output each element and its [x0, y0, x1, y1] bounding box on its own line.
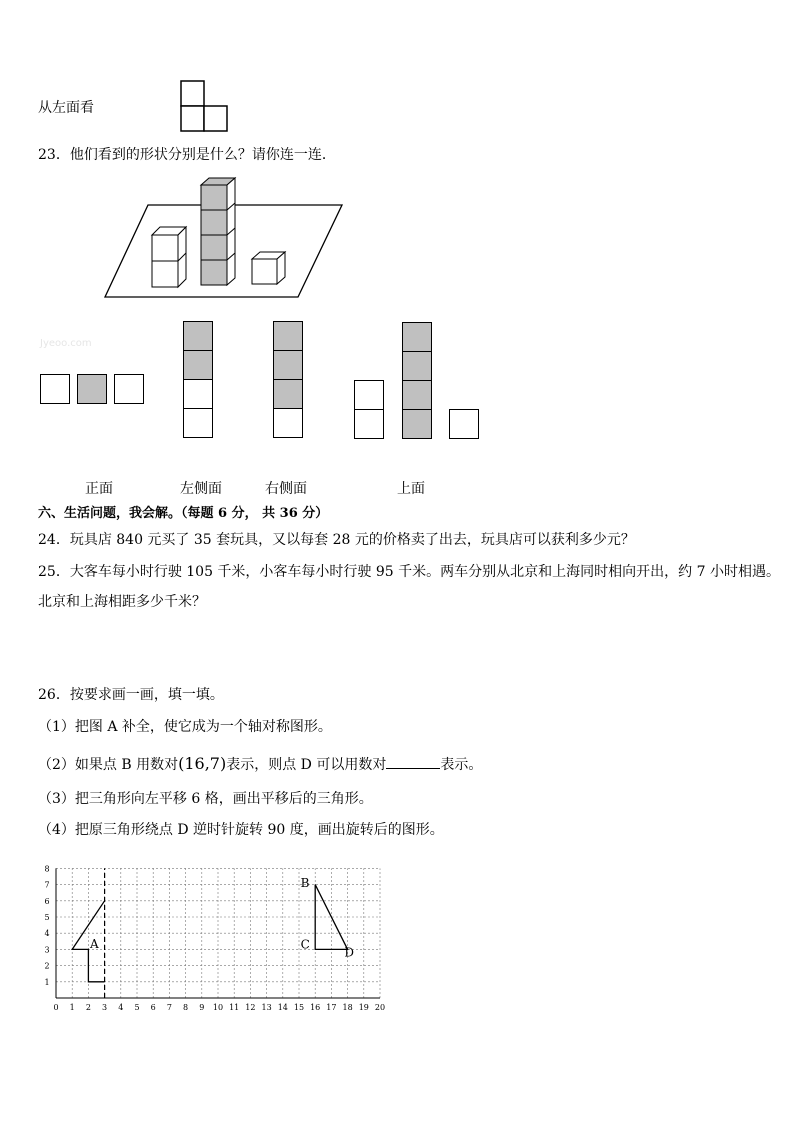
label-top: 上面: [397, 481, 425, 497]
section6-title: 六、生活问题，我会解。（每题 6 分， 共 36 分）: [38, 506, 329, 521]
x-tick-label: 18: [342, 1003, 353, 1012]
y-tick-label: 6: [44, 896, 50, 906]
q26-part2-b: 表示，则点 D 可以用数对: [226, 757, 387, 773]
x-tick-label: 5: [134, 1003, 140, 1012]
left-view-figure: [180, 80, 230, 134]
q26-part3: （3）把三角形向左平移 6 格，画出平移后的三角形。: [38, 791, 373, 807]
q26-part4: （4）把原三角形绕点 D 逆时针旋转 90 度，画出旋转后的图形。: [38, 822, 444, 838]
q26-part2: [38, 754, 482, 774]
view-option-right-side: [273, 321, 305, 441]
x-tick-label: 14: [277, 1003, 288, 1012]
x-tick-label: 7: [166, 1003, 172, 1012]
y-tick-label: 4: [44, 929, 50, 939]
q25-line2: 北京和上海相距多少千米？: [38, 594, 206, 610]
label-b: B: [300, 876, 310, 891]
q23-text: 23．他们看到的形状分别是什么？请你连一连．: [38, 147, 336, 163]
q26-part2-c: 表示。: [440, 757, 483, 773]
q26-part2-pair: (16,7): [178, 754, 227, 773]
q26-part1: （1）把图 A 补全，使它成为一个轴对称图形。: [38, 719, 332, 735]
q26-intro: 26．按要求画一画，填一填。: [38, 687, 224, 703]
x-tick-label: 12: [245, 1003, 256, 1012]
x-tick-label: 19: [358, 1003, 369, 1012]
label-d: D: [344, 945, 354, 960]
x-tick-label: 11: [229, 1003, 240, 1012]
label-a: A: [90, 936, 99, 951]
x-tick-label: 10: [212, 1003, 224, 1012]
y-tick-label: 5: [44, 913, 50, 922]
y-tick-label: 3: [44, 945, 50, 955]
x-tick-label: 20: [374, 1003, 386, 1012]
label-front: 正面: [85, 481, 113, 497]
left-cube-stack: [152, 227, 186, 287]
x-tick-label: 13: [261, 1003, 272, 1012]
y-tick-label: 1: [44, 977, 50, 987]
x-tick-label: 16: [310, 1003, 321, 1012]
x-tick-label: 3: [102, 1003, 108, 1012]
right-single-cube: [252, 252, 285, 284]
q25-line1: 25．大客车每小时行驶 105 千米，小客车每小时行驶 95 千米。两车分别从北京和上海同时相向开出，约 7 小时相遇。: [38, 564, 780, 580]
view-from-left-label: 从左面看: [38, 100, 94, 116]
label-right-side: 右侧面: [265, 481, 307, 497]
x-tick-label: 6: [150, 1003, 156, 1012]
watermark: Jyeoo.com: [40, 338, 92, 349]
x-tick-label: 8: [183, 1003, 189, 1012]
middle-cube-stack: [201, 178, 235, 285]
y-tick-label: 7: [44, 880, 50, 890]
label-left-side: 左侧面: [180, 481, 222, 497]
answer-blank[interactable]: [386, 754, 440, 769]
view-option-top: [354, 322, 480, 442]
x-tick-label: 17: [326, 1003, 337, 1012]
y-tick-label: 2: [44, 961, 50, 971]
x-tick-label: 2: [85, 1003, 91, 1012]
x-tick-label: 9: [199, 1003, 205, 1012]
y-tick-label: 8: [44, 864, 50, 874]
q26-part2-a: （2）如果点 B 用数对: [38, 757, 179, 773]
coordinate-grid: [30, 852, 390, 1012]
x-tick-label: 4: [118, 1003, 124, 1012]
q23-3d-scene: [100, 175, 350, 305]
x-tick-label: 15: [293, 1003, 305, 1012]
q24-text: 24．玩具店 840 元买了 35 套玩具，又以每套 28 元的价格卖了出去，玩具店可以获利多少元？: [38, 532, 635, 548]
x-tick-label: 1: [69, 1003, 75, 1012]
view-option-front: [40, 374, 146, 406]
label-c: C: [300, 937, 310, 952]
view-option-left-side: [183, 321, 215, 441]
x-tick-label: 0: [53, 1003, 59, 1012]
